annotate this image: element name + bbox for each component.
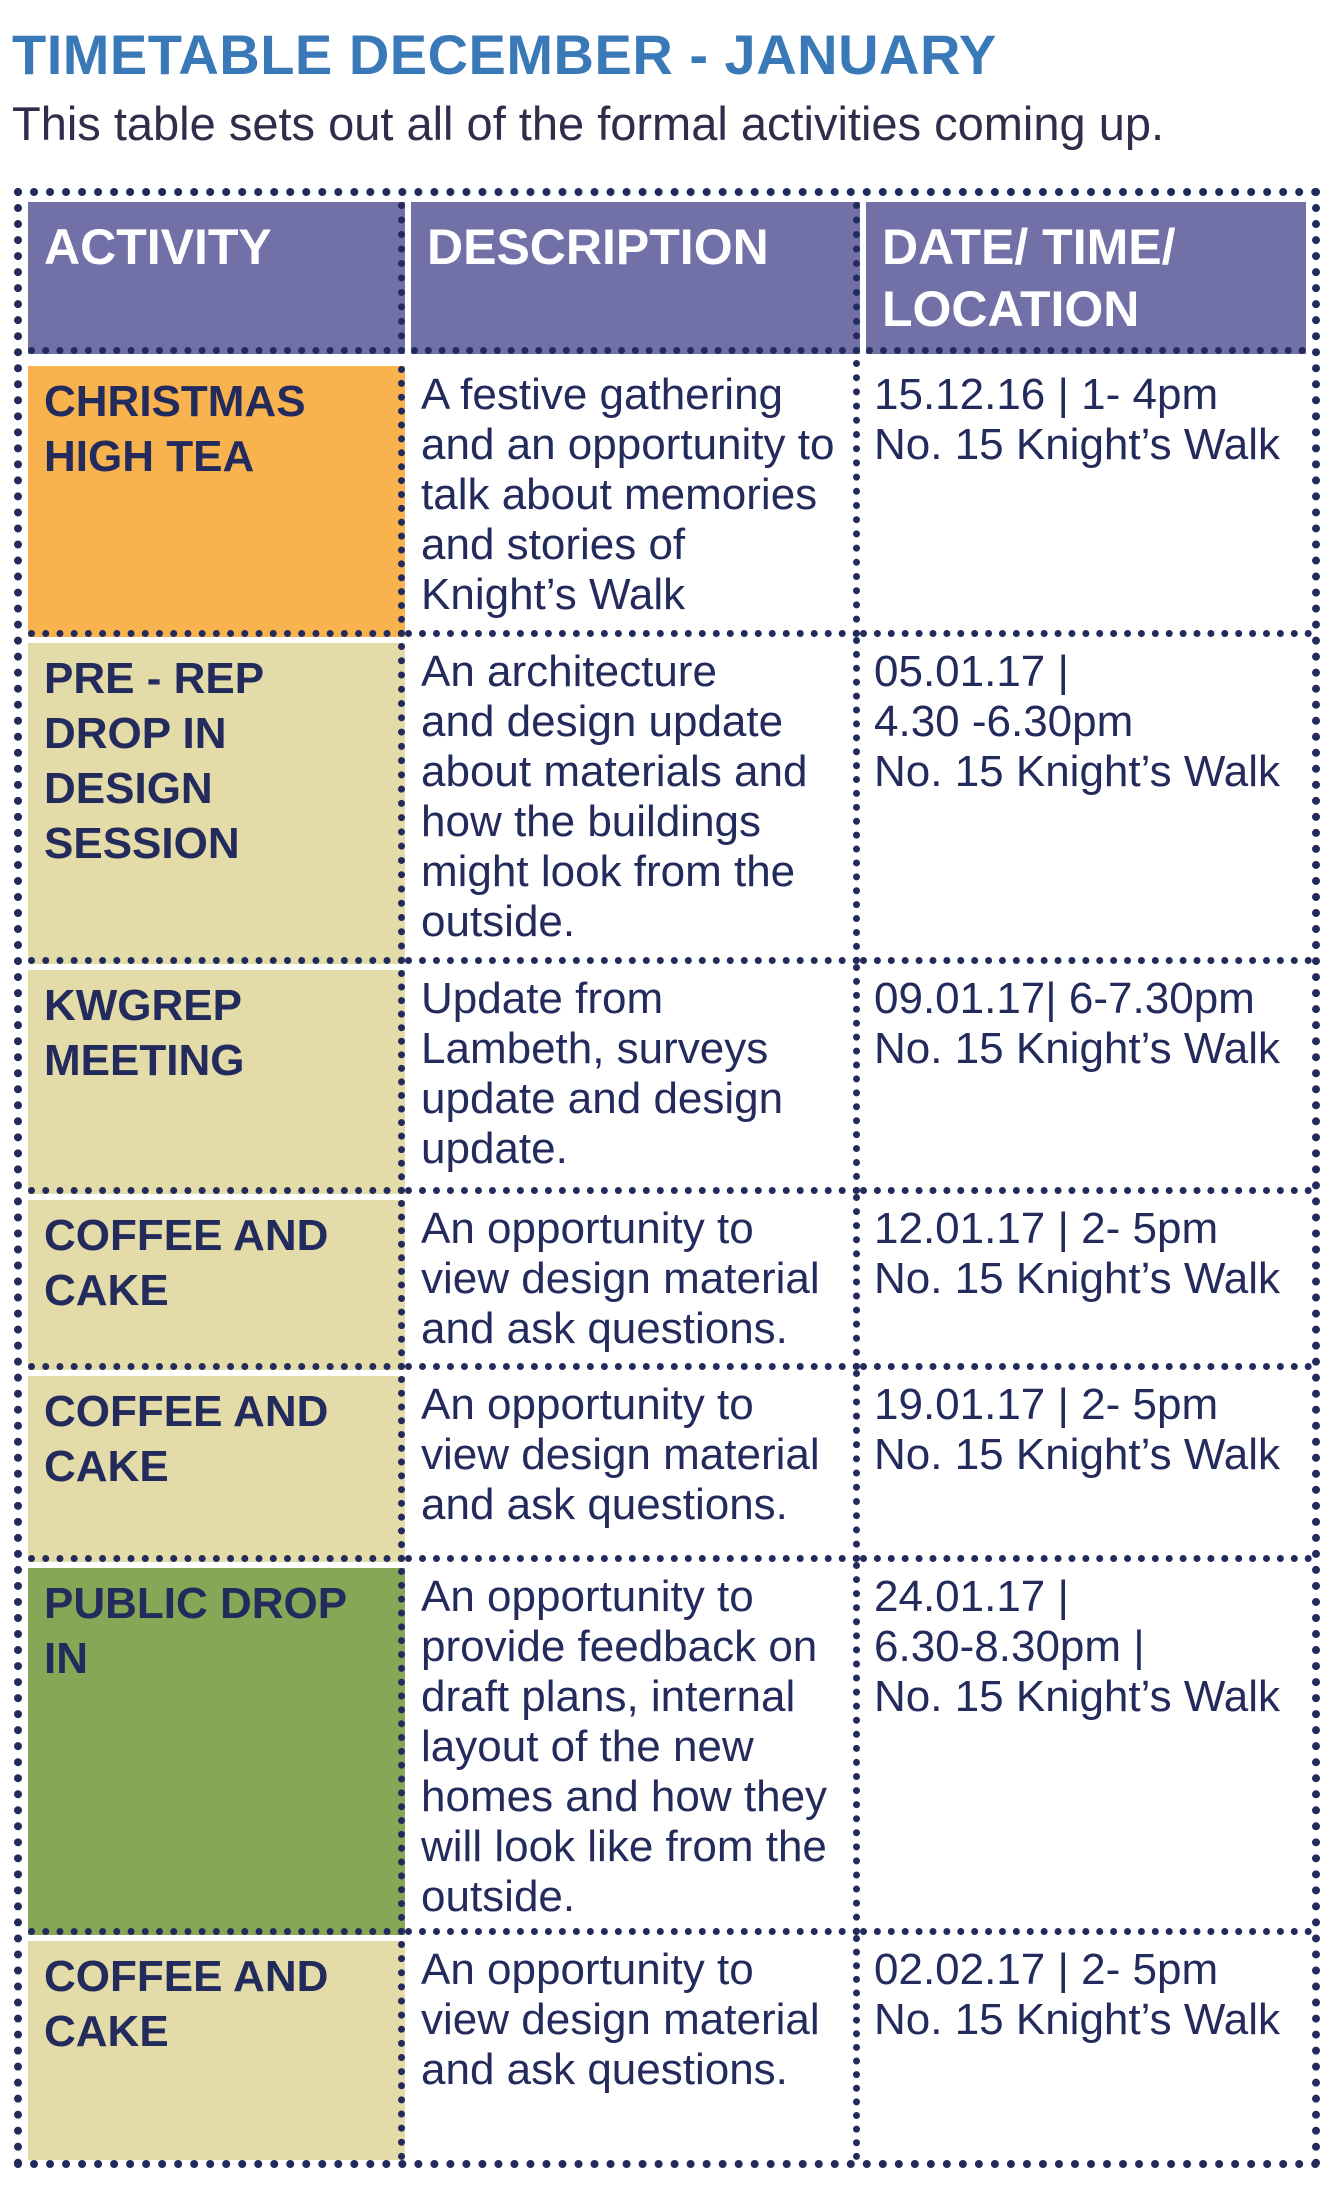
date-time-location-line: 24.01.17 | (874, 1572, 1069, 1621)
header-activity (28, 202, 405, 354)
description-line: and ask questions. (421, 2045, 788, 2094)
activity-name-line: CHRISTMAS (44, 377, 306, 426)
header-date-label: DATE/ TIME/ (882, 219, 1176, 275)
description-line: and stories of (421, 520, 686, 569)
description-line: An opportunity to (421, 1380, 754, 1429)
date-time-location-line: No. 15 Knight’s Walk (874, 1254, 1280, 1303)
activity-name-line: PRE - REP (44, 654, 265, 703)
activity-name-line: COFFEE AND (44, 1211, 329, 1260)
description-line: homes and how they (421, 1772, 828, 1821)
description-line: update. (421, 1124, 568, 1173)
activity-name-line: SESSION (44, 819, 240, 868)
description-line: layout of the new (421, 1722, 754, 1771)
description-cell (405, 1194, 860, 1370)
activity-cell (28, 970, 405, 1194)
header-location-label: LOCATION (882, 281, 1140, 337)
description-line: A festive gathering (421, 370, 784, 419)
activity-name-line: MEETING (44, 1036, 245, 1085)
description-line: and an opportunity to (421, 420, 835, 469)
date-time-location-cell (860, 637, 1312, 964)
activity-name-line: COFFEE AND (44, 1387, 329, 1436)
page-title: TIMETABLE DECEMBER - JANUARY (12, 23, 997, 86)
activity-cell (28, 1376, 405, 1562)
description-line: how the buildings (421, 797, 762, 846)
date-time-location-line: 6.30-8.30pm | (874, 1622, 1145, 1671)
description-line: and ask questions. (421, 1304, 788, 1353)
activity-name-line: CAKE (44, 1266, 169, 1315)
description-line: update and design (421, 1074, 784, 1123)
activity-name-line: KWGREP (44, 981, 242, 1030)
description-line: An architecture (421, 647, 717, 696)
description-line: and ask questions. (421, 1480, 788, 1529)
activity-name-line: HIGH TEA (44, 432, 255, 481)
description-line: Lambeth, surveys (421, 1024, 769, 1073)
description-line: An opportunity to (421, 1572, 754, 1621)
activity-cell (28, 1568, 405, 1935)
date-time-location-line: 02.02.17 | 2- 5pm (874, 1945, 1219, 1994)
description-line: view design material (421, 1430, 820, 1479)
date-time-location-line: No. 15 Knight’s Walk (874, 1995, 1280, 2044)
date-time-location-line: No. 15 Knight’s Walk (874, 420, 1280, 469)
activity-name-line: IN (44, 1634, 88, 1683)
date-time-location-line: 15.12.16 | 1- 4pm (874, 370, 1219, 419)
date-time-location-cell (860, 964, 1312, 1194)
description-line: and design update (421, 697, 784, 746)
page-subtitle: This table sets out all of the formal activities coming up. (12, 97, 1165, 150)
activity-name-line: DROP IN (44, 709, 227, 758)
timetable (14, 188, 1320, 2168)
description-cell (405, 1935, 860, 2160)
header-activity-label: ACTIVITY (44, 219, 272, 275)
activity-cell (28, 366, 405, 637)
description-cell (405, 1562, 860, 1935)
description-line: An opportunity to (421, 1204, 754, 1253)
description-line: Knight’s Walk (421, 570, 686, 619)
date-time-location-cell (860, 1194, 1312, 1370)
date-time-location-cell (860, 1370, 1312, 1562)
activity-name-line: COFFEE AND (44, 1952, 329, 2001)
activity-cell (28, 643, 405, 964)
description-line: view design material (421, 1254, 820, 1303)
description-line: will look like from the (421, 1822, 827, 1871)
date-time-location-line: No. 15 Knight’s Walk (874, 747, 1280, 796)
description-line: Update from (421, 974, 664, 1023)
description-cell (405, 964, 860, 1194)
description-line: An opportunity to (421, 1945, 754, 1994)
date-time-location-line: 4.30 -6.30pm (874, 697, 1134, 746)
activity-name-line: CAKE (44, 2007, 169, 2056)
description-line: view design material (421, 1995, 820, 2044)
date-time-location-cell (860, 1935, 1312, 2160)
date-time-location-line: No. 15 Knight’s Walk (874, 1430, 1280, 1479)
activity-cell (28, 1200, 405, 1370)
description-cell (405, 360, 860, 637)
date-time-location-line: No. 15 Knight’s Walk (874, 1024, 1280, 1073)
description-line: draft plans, internal (421, 1672, 796, 1721)
activity-name-line: PUBLIC DROP (44, 1579, 348, 1628)
activity-name-line: DESIGN (44, 764, 213, 813)
description-cell (405, 1370, 860, 1562)
date-time-location-line: 12.01.17 | 2- 5pm (874, 1204, 1219, 1253)
date-time-location-line: 05.01.17 | (874, 647, 1069, 696)
activity-name-line: CAKE (44, 1442, 169, 1491)
date-time-location-line: No. 15 Knight’s Walk (874, 1672, 1280, 1721)
activity-cell (28, 1941, 405, 2160)
date-time-location-line: 19.01.17 | 2- 5pm (874, 1380, 1219, 1429)
description-line: outside. (421, 1872, 576, 1921)
description-line: about materials and (421, 747, 808, 796)
description-line: talk about memories (421, 470, 818, 519)
description-line: outside. (421, 897, 576, 946)
description-line: might look from the (421, 847, 796, 896)
date-time-location-cell (860, 360, 1312, 637)
date-time-location-line: 09.01.17| 6-7.30pm (874, 974, 1255, 1023)
date-time-location-cell (860, 1562, 1312, 1935)
header-description-label: DESCRIPTION (427, 219, 769, 275)
description-cell (405, 637, 860, 964)
header-description (411, 202, 860, 354)
header-date-time-location (866, 202, 1306, 354)
description-line: provide feedback on (421, 1622, 818, 1671)
